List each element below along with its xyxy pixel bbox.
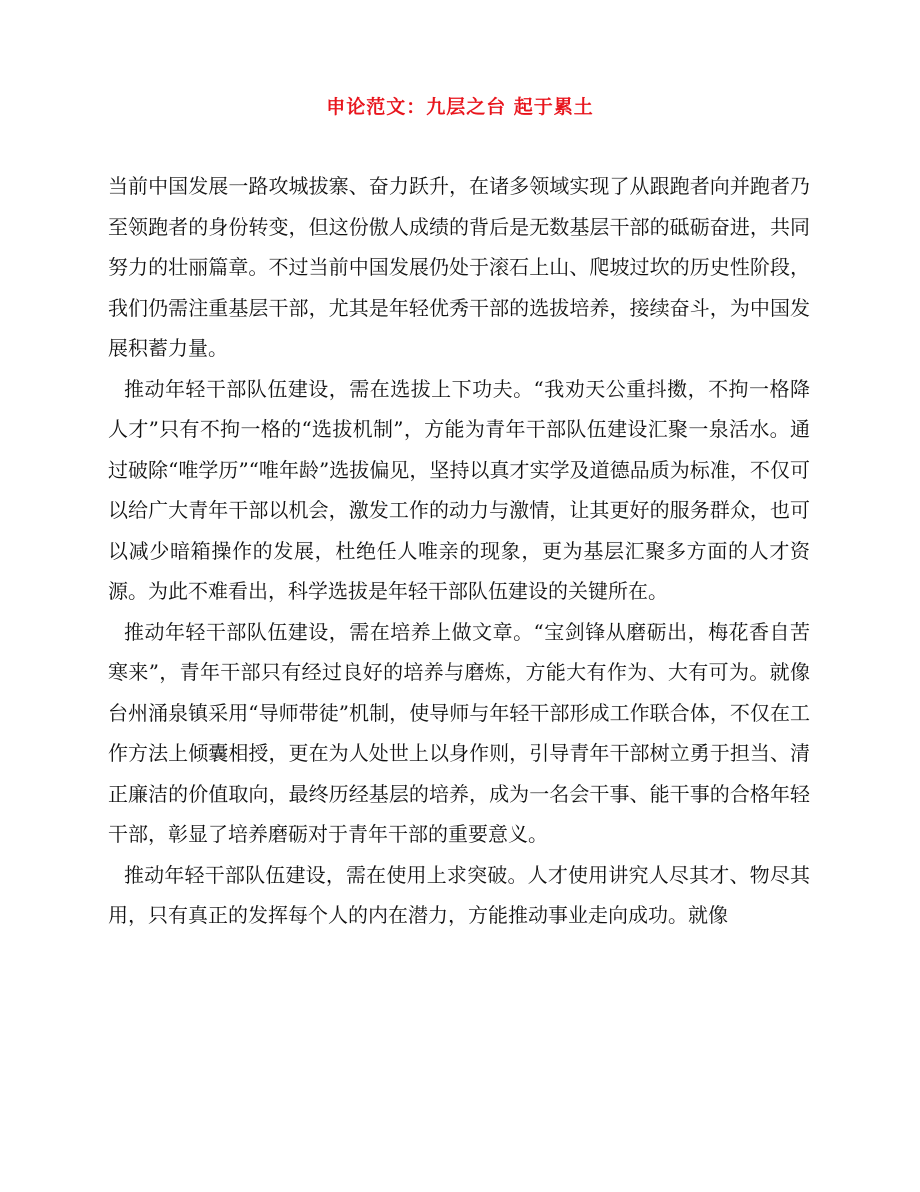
paragraph-selection: 推动年轻干部队伍建设，需在选拔上下功夫。“我劝天公重抖擞，不拘一格降人才”只有不拘一格的“选拔机制”，方能为青年干部队伍建设汇聚一泉活水。通过破除“唯学历”“唯年龄”选拔偏见，坚持以真才实学及道德品质为标准，不仅可以给广大青年干部以机会，激发工作的动力与激情，让其更好的服务群众，也可以减少暗箱操作的发展，杜绝任人唯亲的现象，更为基层汇聚多方面的人才资源。为此不难看出，科学选拔是年轻干部队伍建设的关键所在。	[108, 376, 810, 603]
document-body	[108, 166, 810, 936]
paragraph-intro: 当前中国发展一路攻城拔寨、奋力跃升，在诸多领域实现了从跟跑者向并跑者乃至领跑者的身份转变，但这份傲人成绩的背后是无数基层干部的砥砺奋进，共同努力的壮丽篇章。不过当前中国发展仍处于滚石上山、爬坡过坎的历史性阶段，我们仍需注重基层干部，尤其是年轻优秀干部的选拔培养，接续奋斗，为中国发展积蓄力量。	[108, 174, 810, 360]
paragraph-training: 推动年轻干部队伍建设，需在培养上做文章。“宝剑锋从磨砺出，梅花香自苦寒来”，青年干部只有经过良好的培养与磨炼，方能大有作为、大有可为。就像台州涌泉镇采用“导师带徒”机制，使导师与年轻干部形成工作联合体，不仅在工作方法上倾囊相授，更在为人处世上以身作则，引导青年干部树立勇于担当、清正廉洁的价值取向，最终历经基层的培养，成为一名会干事、能干事的合格年轻干部，彰显了培养磨砺对于青年干部的重要意义。	[108, 619, 810, 846]
document-title: 申论范文：九层之台 起于累土	[326, 96, 594, 118]
paragraph-usage: 推动年轻干部队伍建设，需在使用上求突破。人才使用讲究人尽其才、物尽其用，只有真正的发挥每个人的内在潜力，方能推动事业走向成功。就像	[108, 862, 810, 927]
